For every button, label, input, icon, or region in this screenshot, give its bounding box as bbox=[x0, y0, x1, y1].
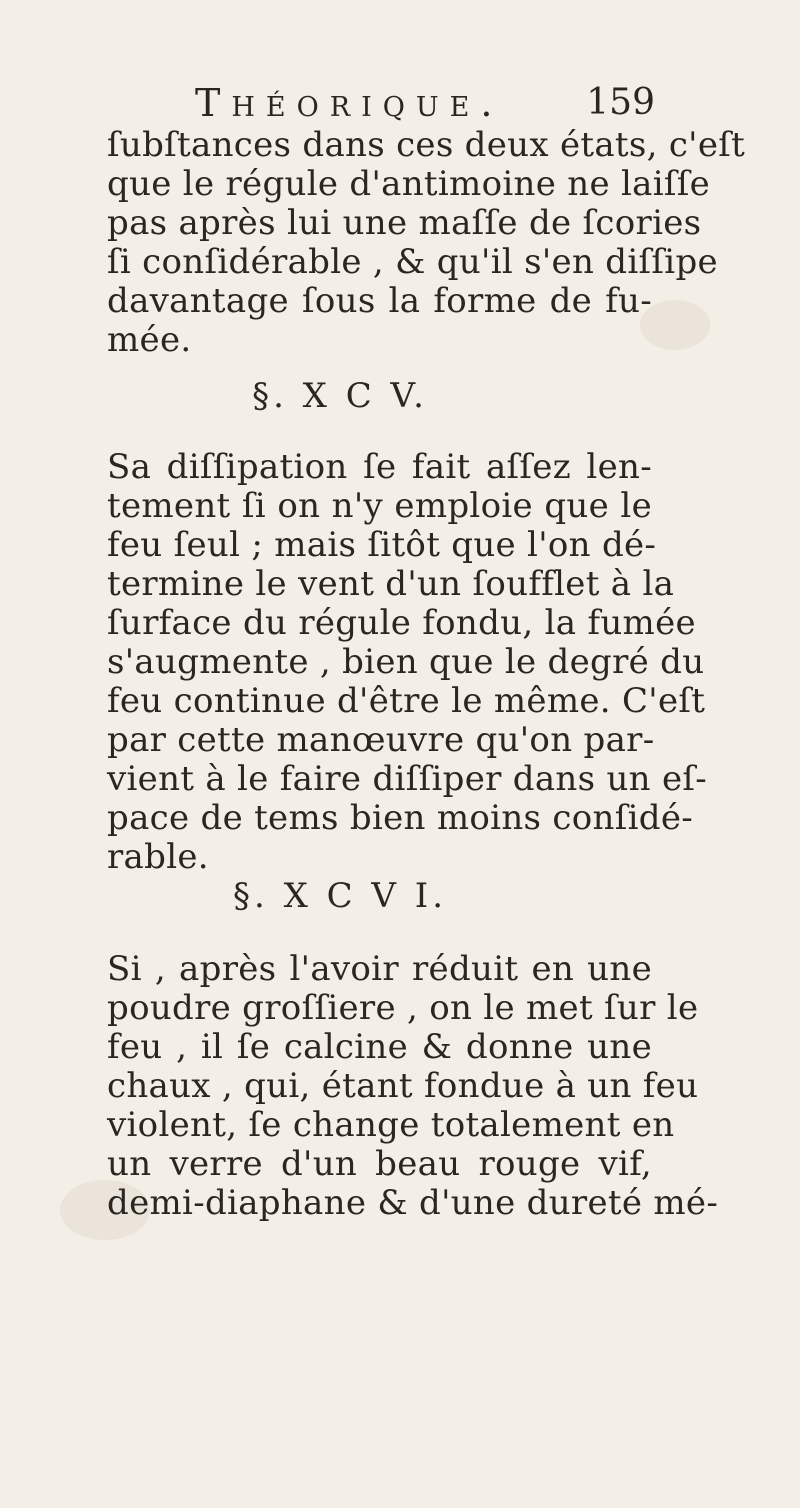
paragraph-3 bbox=[107, 949, 719, 1223]
text-line: violent, ſe change totalement en bbox=[107, 1105, 675, 1145]
text-line: s'augmente , bien que le degré du bbox=[107, 642, 705, 682]
page-header bbox=[195, 78, 655, 128]
text-line: que le régule d'antimoine ne laiſſe bbox=[107, 164, 711, 204]
text-line: ſurface du régule fondu, la fumée bbox=[107, 603, 696, 643]
text-line: ſi conſidérable , & qu'il s'en diſſipe bbox=[107, 242, 718, 282]
text-line: poudre groſſiere , on le met ſur le bbox=[107, 988, 699, 1028]
paragraph-2 bbox=[107, 447, 708, 877]
text-line: feu ſeul ; mais ſitôt que l'on dé- bbox=[107, 525, 657, 565]
text-line: rable. bbox=[107, 837, 209, 877]
text-line: chaux , qui, étant fondue à un feu bbox=[107, 1066, 699, 1106]
text-line: demi-diaphane & d'une dureté mé- bbox=[107, 1183, 719, 1223]
text-line: ſubſtances dans ces deux états, c'eſt bbox=[107, 125, 746, 165]
section-heading-95: §. X C V. bbox=[252, 376, 428, 416]
text-line: feu continue d'être le même. C'eſt bbox=[107, 681, 706, 721]
text-line: feu , il ſe calcine & donne une bbox=[107, 1027, 652, 1067]
text-line: pas après lui une maſſe de ſcories bbox=[107, 203, 702, 243]
text-line: par cette manœuvre qu'on par- bbox=[107, 720, 655, 760]
text-line: pace de tems bien moins conſidé- bbox=[107, 798, 694, 838]
text-line: Sa diſſipation ſe fait aſſez len- bbox=[107, 447, 652, 487]
section-heading-96: §. X C V I. bbox=[232, 876, 448, 916]
text-line: un verre d'un beau rouge vif, bbox=[107, 1144, 652, 1184]
page-number: 159 bbox=[586, 82, 655, 123]
text-line: tement ſi on n'y emploie que le bbox=[107, 486, 652, 526]
text-line: termine le vent d'un ſoufflet à la bbox=[107, 564, 675, 604]
text-line: Si , après l'avoir réduit en une bbox=[107, 949, 652, 989]
text-line: davantage ſous la forme de fu- bbox=[107, 281, 652, 321]
text-line: mée. bbox=[107, 320, 192, 360]
paragraph-1 bbox=[107, 125, 746, 360]
text-line: vient à le faire diſſiper dans un eſ- bbox=[107, 759, 708, 799]
running-head: Théorique. bbox=[195, 81, 504, 125]
